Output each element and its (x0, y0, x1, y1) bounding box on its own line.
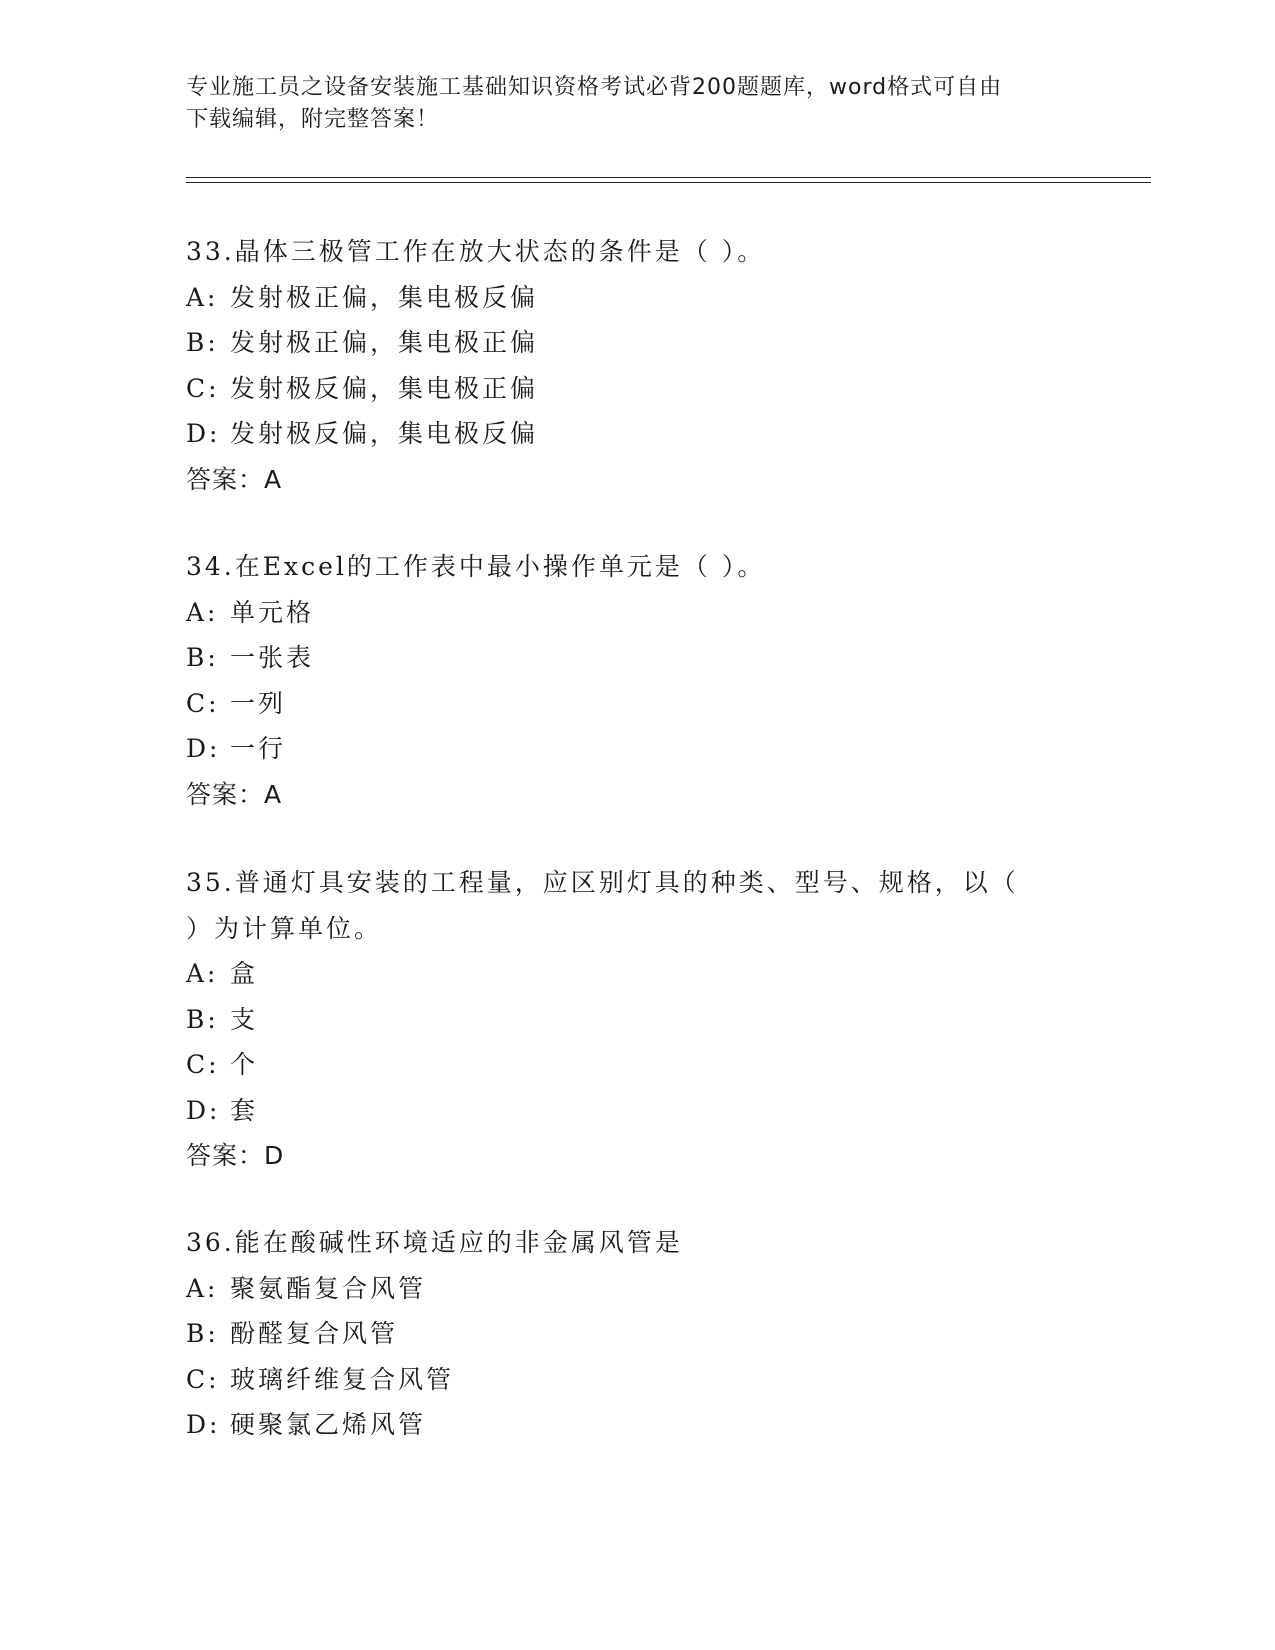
option-label: B: (186, 328, 219, 357)
question-stem: 33.晶体三极管工作在放大状态的条件是（ ）。 (186, 237, 766, 266)
answer: 答案：A (186, 779, 283, 809)
option-text: 硬聚氯乙烯风管 (230, 1410, 427, 1439)
answer: 答案：D (186, 1141, 285, 1170)
option-label: C: (186, 688, 220, 718)
option-d (186, 1088, 1086, 1134)
option-text: 盒 (230, 959, 259, 988)
question-34 (186, 544, 1086, 817)
option-label: B: (186, 1004, 219, 1034)
question-stem-continued: ）为计算单位。 (186, 913, 383, 943)
question-33 (186, 229, 1086, 502)
option-a (186, 1266, 1086, 1312)
option-label: D: (186, 1410, 221, 1439)
question-stem: 34.在Excel的工作表中最小操作单元是（ ）。 (186, 552, 766, 581)
option-text: 发射极正偏，集电极正偏 (230, 328, 539, 357)
option-text: 发射极正偏，集电极反偏 (230, 282, 539, 312)
option-c (186, 1042, 1086, 1088)
question-stem: 35.普通灯具安装的工程量，应区别灯具的种类、型号、规格，以（ (186, 868, 1019, 897)
option-text: 发射极反偏，集电极反偏 (230, 419, 539, 448)
option-a (186, 590, 1086, 636)
option-label: B: (186, 1319, 219, 1348)
option-text: 单元格 (230, 597, 315, 627)
option-a (186, 951, 1086, 997)
option-text: 一列 (230, 688, 287, 718)
header-divider-bottom (186, 182, 1151, 183)
option-label: C: (186, 1050, 220, 1079)
option-text: 酚醛复合风管 (230, 1319, 399, 1348)
option-a (186, 275, 1086, 321)
option-b (186, 635, 1086, 681)
question-36 (186, 1220, 1086, 1448)
question-stem: 36.能在酸碱性环境适应的非金属风管是 (186, 1228, 683, 1257)
option-label: A: (186, 282, 219, 312)
option-label: B: (186, 643, 219, 672)
option-text: 玻璃纤维复合风管 (230, 1364, 455, 1394)
option-label: A: (186, 597, 219, 627)
option-text: 聚氨酯复合风管 (230, 1273, 427, 1303)
option-d (186, 1402, 1086, 1448)
option-text: 一张表 (230, 643, 315, 672)
option-label: A: (186, 959, 219, 988)
option-label: A: (186, 1273, 219, 1303)
option-c (186, 366, 1086, 412)
question-35 (186, 860, 1086, 1179)
option-text: 支 (230, 1004, 259, 1034)
option-label: C: (186, 1364, 220, 1394)
header-line-1: 专业施工员之设备安装施工基础知识资格考试必背200题题库，word格式可自由 (186, 75, 1003, 100)
answer: 答案：A (186, 464, 283, 494)
option-b (186, 1311, 1086, 1357)
header-line-2: 下载编辑，附完整答案！ (186, 107, 440, 132)
option-text: 发射极反偏，集电极正偏 (230, 373, 539, 403)
header-divider-top (186, 177, 1151, 178)
option-d (186, 411, 1086, 457)
option-text: 一行 (230, 734, 287, 763)
option-d (186, 726, 1086, 772)
document-header (186, 72, 1066, 136)
option-c (186, 1357, 1086, 1403)
option-label: D: (186, 419, 221, 448)
option-b (186, 997, 1086, 1043)
option-text: 个 (230, 1050, 259, 1079)
option-label: D: (186, 734, 221, 763)
option-label: D: (186, 1095, 221, 1125)
option-label: C: (186, 373, 220, 403)
option-b (186, 320, 1086, 366)
option-text: 套 (230, 1095, 259, 1125)
option-c (186, 681, 1086, 727)
